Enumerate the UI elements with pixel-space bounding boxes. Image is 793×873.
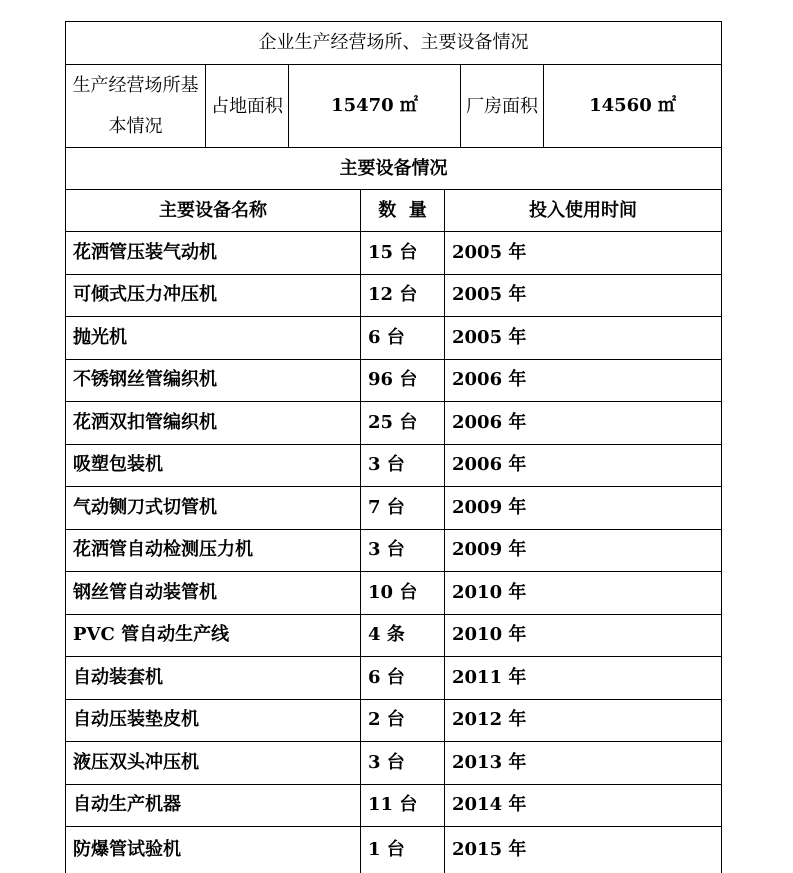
- table-row: [66, 572, 722, 615]
- site-info-label: 生产经营场所基本情况: [66, 65, 206, 148]
- table-row: [66, 274, 722, 317]
- equipment-quantity-cell: 10 台: [361, 572, 445, 615]
- equipment-quantity-cell: 11 台: [361, 784, 445, 827]
- table-row: [66, 784, 722, 827]
- equipment-name-cell: 气动铡刀式切管机: [66, 487, 361, 530]
- equipment-year-cell: 2006 年: [445, 444, 722, 487]
- equipment-name-cell: 钢丝管自动装管机: [66, 572, 361, 615]
- land-area-label: 占地面积: [206, 65, 289, 148]
- equipment-name-cell: 抛光机: [66, 317, 361, 360]
- table-row: [66, 827, 722, 873]
- table-row: [66, 232, 722, 275]
- table-row: [66, 742, 722, 785]
- equipment-year-cell: 2011 年: [445, 657, 722, 700]
- table-row: [66, 614, 722, 657]
- equipment-year-cell: 2010 年: [445, 614, 722, 657]
- equipment-year-cell: 2006 年: [445, 359, 722, 402]
- equipment-name-cell: 自动压装垫皮机: [66, 699, 361, 742]
- equipment-year-cell: 2013 年: [445, 742, 722, 785]
- column-header-name: 主要设备名称: [66, 190, 361, 232]
- equipment-quantity-cell: 7 台: [361, 487, 445, 530]
- equipment-year-cell: 2005 年: [445, 317, 722, 360]
- equipment-name-cell: 吸塑包装机: [66, 444, 361, 487]
- equipment-quantity-cell: 3 台: [361, 444, 445, 487]
- equipment-rows: [66, 232, 722, 873]
- table-row: [66, 444, 722, 487]
- table-row: [66, 402, 722, 445]
- equipment-name-cell: 自动生产机器: [66, 784, 361, 827]
- table-title: 企业生产经营场所、主要设备情况: [66, 22, 722, 65]
- equipment-name-cell: PVC 管自动生产线: [66, 614, 361, 657]
- plant-area-value: 14560 ㎡: [544, 65, 722, 148]
- equipment-quantity-cell: 6 台: [361, 657, 445, 700]
- equipment-quantity-cell: 4 条: [361, 614, 445, 657]
- equipment-name-cell: 液压双头冲压机: [66, 742, 361, 785]
- equipment-name-cell: 花洒管自动检测压力机: [66, 529, 361, 572]
- table-row: [66, 359, 722, 402]
- site-info-row: [66, 65, 722, 148]
- equipment-year-cell: 2009 年: [445, 529, 722, 572]
- equipment-quantity-cell: 15 台: [361, 232, 445, 275]
- column-header-year: 投入使用时间: [445, 190, 722, 232]
- equipment-document: [65, 21, 721, 873]
- table-row: [66, 699, 722, 742]
- table-row: [66, 487, 722, 530]
- table-row: [66, 317, 722, 360]
- plant-area-label: 厂房面积: [461, 65, 544, 148]
- equipment-quantity-cell: 12 台: [361, 274, 445, 317]
- equipment-year-cell: 2005 年: [445, 232, 722, 275]
- equipment-header-row: [66, 190, 722, 232]
- equipment-quantity-cell: 96 台: [361, 359, 445, 402]
- equipment-name-cell: 不锈钢丝管编织机: [66, 359, 361, 402]
- equipment-name-cell: 花洒双扣管编织机: [66, 402, 361, 445]
- equipment-year-cell: 2012 年: [445, 699, 722, 742]
- equipment-quantity-cell: 3 台: [361, 529, 445, 572]
- equipment-name-cell: 可倾式压力冲压机: [66, 274, 361, 317]
- equipment-quantity-cell: 6 台: [361, 317, 445, 360]
- table-row: [66, 657, 722, 700]
- equipment-name-cell: 防爆管试验机: [66, 827, 361, 873]
- equipment-year-cell: 2010 年: [445, 572, 722, 615]
- equipment-name-cell: 花洒管压装气动机: [66, 232, 361, 275]
- equipment-year-cell: 2006 年: [445, 402, 722, 445]
- equipment-quantity-cell: 2 台: [361, 699, 445, 742]
- equipment-name-cell: 自动装套机: [66, 657, 361, 700]
- enterprise-info-table: [65, 21, 722, 190]
- table-row: [66, 529, 722, 572]
- equipment-section-title: 主要设备情况: [66, 148, 722, 190]
- equipment-quantity-cell: 3 台: [361, 742, 445, 785]
- equipment-quantity-cell: 25 台: [361, 402, 445, 445]
- equipment-table: [65, 189, 722, 873]
- equipment-year-cell: 2014 年: [445, 784, 722, 827]
- equipment-year-cell: 2005 年: [445, 274, 722, 317]
- column-header-quantity: 数 量: [361, 190, 445, 232]
- table-title-row: [66, 22, 722, 65]
- equipment-year-cell: 2015 年: [445, 827, 722, 873]
- equipment-section-row: [66, 148, 722, 190]
- equipment-quantity-cell: 1 台: [361, 827, 445, 873]
- equipment-year-cell: 2009 年: [445, 487, 722, 530]
- land-area-value: 15470 ㎡: [289, 65, 461, 148]
